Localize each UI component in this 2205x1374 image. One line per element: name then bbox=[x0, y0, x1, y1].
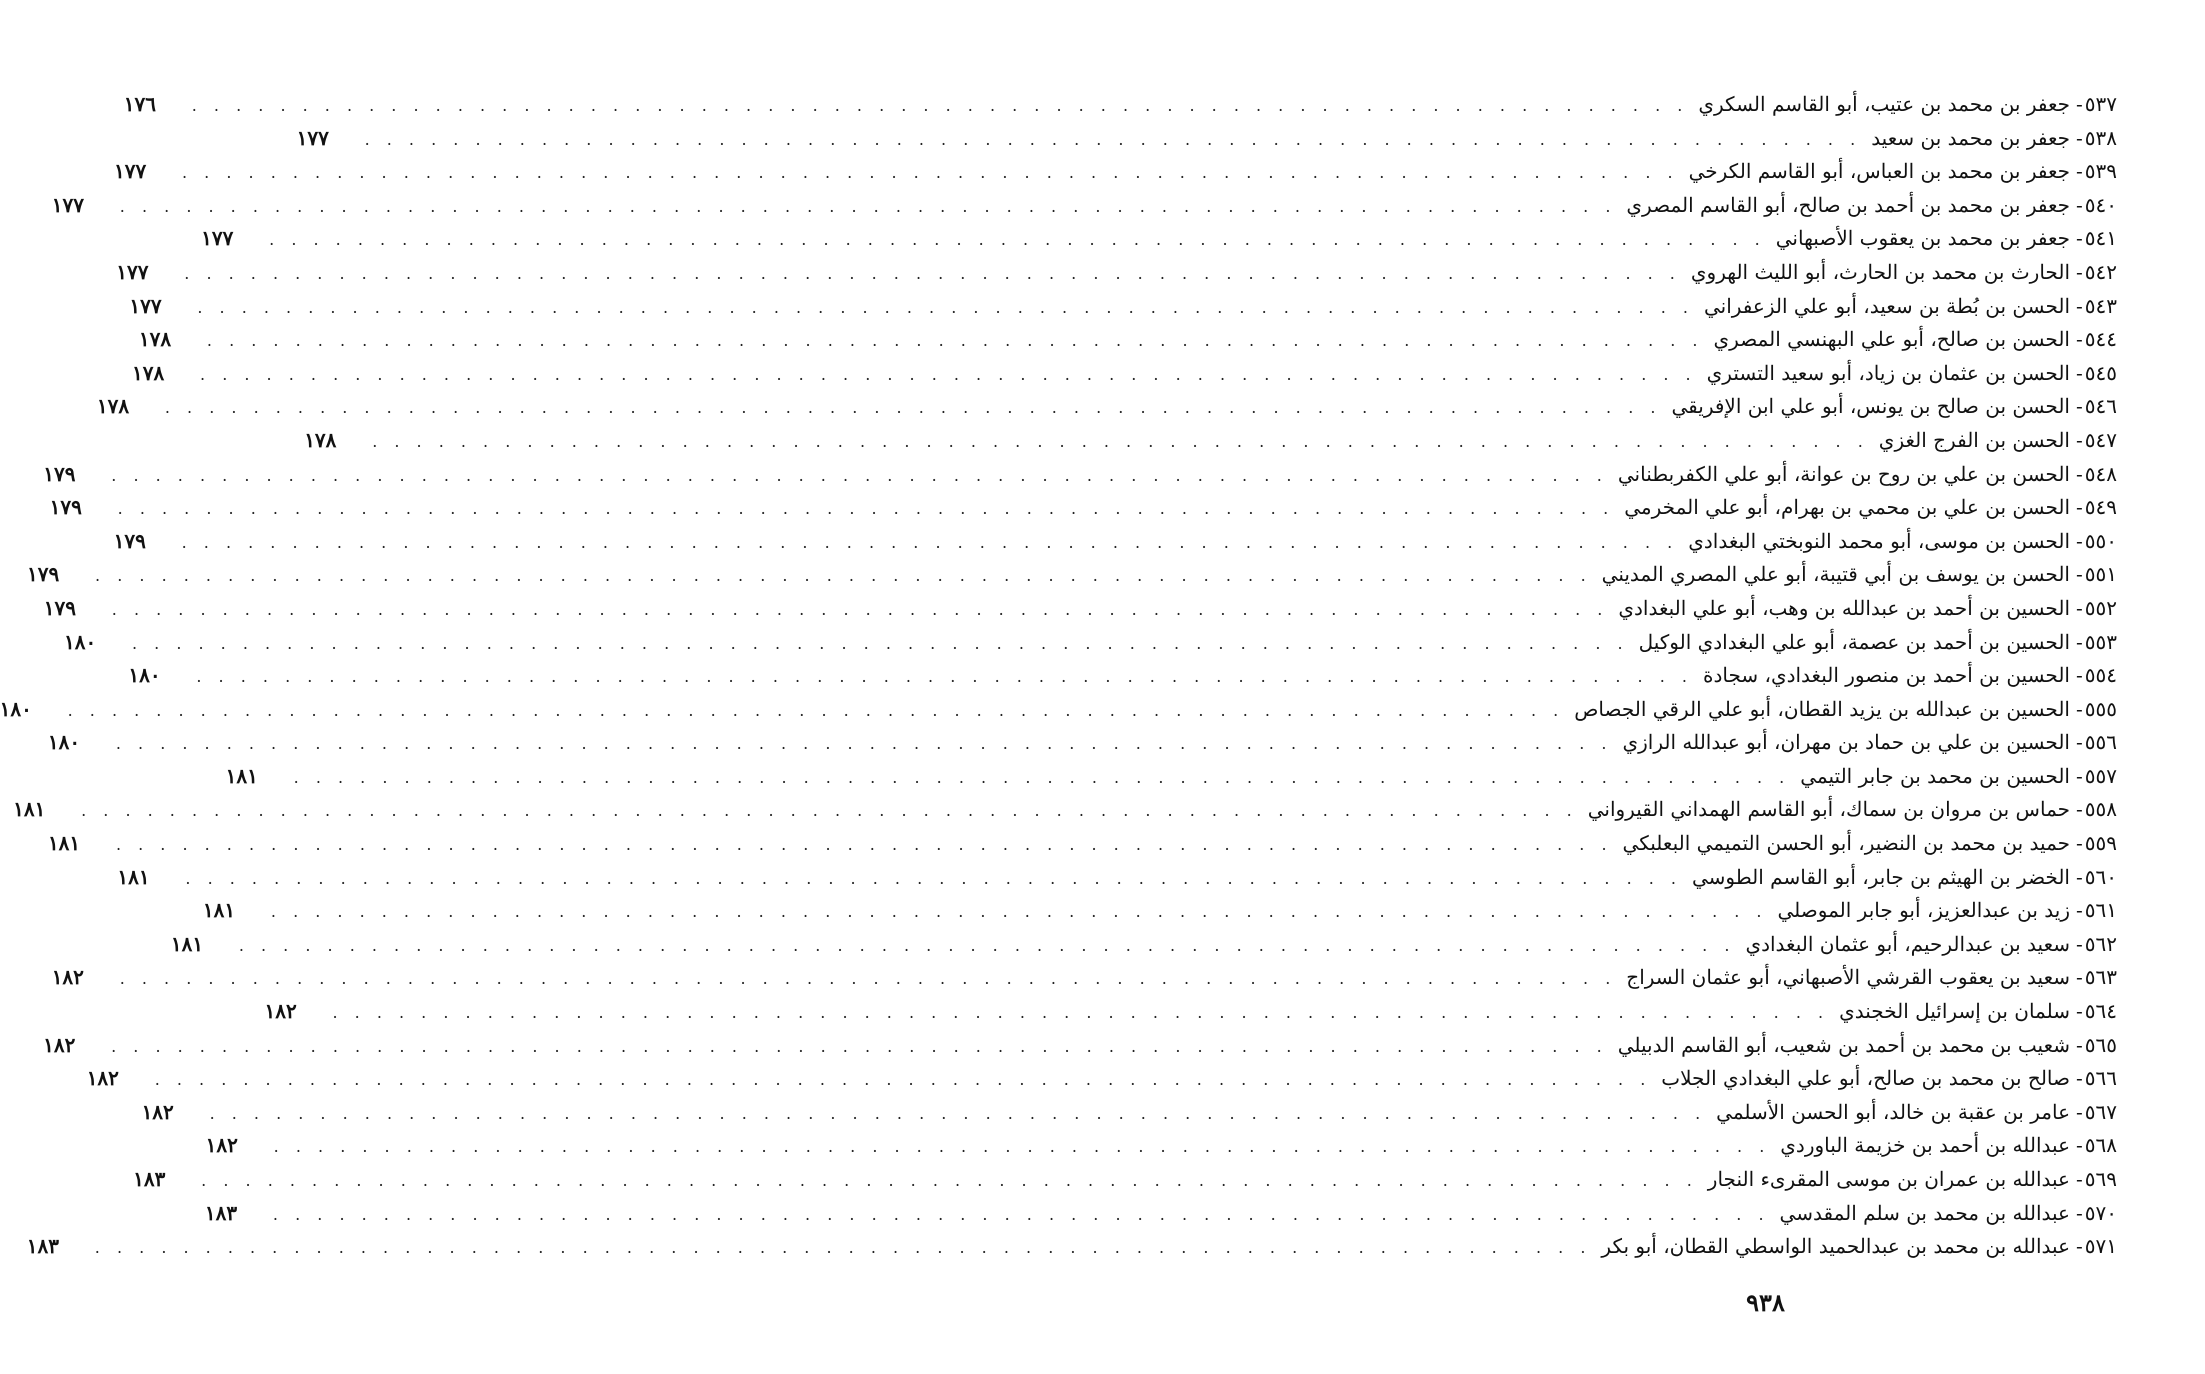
entry-page-ref: ١٨٣ bbox=[26, 1234, 60, 1259]
index-entry bbox=[51, 189, 2117, 223]
leader-dots bbox=[95, 1231, 1592, 1265]
leader-dots bbox=[274, 1130, 1771, 1164]
leader-dots bbox=[196, 660, 1693, 694]
leader-dots bbox=[273, 1198, 1770, 1232]
entry-dash: - bbox=[2076, 192, 2083, 217]
entry-dash: - bbox=[2076, 1099, 2083, 1124]
entry-page-ref: ١٧٨ bbox=[304, 427, 337, 452]
entry-name: الحسن بن صالح بن يونس، أبو علي ابن الإفريقي bbox=[1671, 394, 2070, 419]
entry-dash: - bbox=[2076, 696, 2083, 721]
entry-number: ٥٥٢ bbox=[2084, 595, 2117, 620]
index-entry bbox=[26, 1230, 2117, 1264]
entry-name: حميد بن محمد بن النضير، أبو الحسن التميمي البعلبكي bbox=[1622, 831, 2070, 856]
entry-dash: - bbox=[2076, 495, 2083, 520]
index-entry bbox=[204, 1197, 2117, 1231]
entry-number: ٥٥٧ bbox=[2084, 763, 2117, 788]
leader-dots bbox=[120, 962, 1617, 996]
entry-dash: - bbox=[2076, 763, 2083, 788]
entry-number: ٥٣٧ bbox=[2084, 92, 2117, 116]
leader-dots bbox=[132, 627, 1629, 661]
index-entry bbox=[114, 155, 2117, 189]
leader-dots bbox=[95, 559, 1592, 593]
entry-dash: - bbox=[2076, 1200, 2083, 1225]
index-entry bbox=[47, 827, 2117, 861]
entry-number: ٥٤٥ bbox=[2084, 360, 2117, 385]
leader-dots bbox=[185, 862, 1682, 896]
entry-dash: - bbox=[2076, 864, 2083, 889]
index-entry bbox=[138, 323, 2117, 357]
entry-name: الحسن بن علي بن محمي بن بهرام، أبو علي المخرمي bbox=[1624, 495, 2070, 520]
page-number: ٩٣٨ bbox=[1746, 1288, 1785, 1317]
entry-name: جعفر بن محمد بن عتيب، أبو القاسم السكري bbox=[1698, 92, 2070, 116]
index-entry bbox=[264, 995, 2117, 1029]
entry-name: الحسن بن عثمان بن زياد، أبو سعيد التستري bbox=[1706, 360, 2070, 385]
entry-name: الحسن بن علي بن روح بن عوانة، أبو علي الكفربطناني bbox=[1617, 461, 2070, 486]
entry-page-ref: ١٨١ bbox=[117, 864, 150, 889]
entry-page-ref: ١٨١ bbox=[170, 931, 204, 956]
entry-name: جعفر بن محمد بن يعقوب الأصبهاني bbox=[1775, 226, 2070, 251]
leader-dots bbox=[200, 358, 1697, 392]
leader-dots bbox=[372, 425, 1869, 459]
index-entry bbox=[96, 390, 2117, 424]
leader-dots bbox=[165, 391, 1662, 425]
entry-number: ٥٦٠ bbox=[2084, 864, 2117, 889]
entry-number: ٥٥٩ bbox=[2084, 831, 2117, 856]
leader-dots bbox=[81, 794, 1578, 828]
entry-name: الخضر بن الهيثم بن جابر، أبو القاسم الطوسي bbox=[1692, 864, 2070, 889]
entry-number: ٥٧١ bbox=[2084, 1234, 2117, 1259]
entry-name: الحسين بن محمد بن جابر التيمي bbox=[1800, 763, 2070, 788]
entry-page-ref: ١٨٠ bbox=[63, 629, 97, 654]
index-entry bbox=[201, 222, 2117, 256]
entry-number: ٥٦٢ bbox=[2084, 931, 2117, 956]
entry-number: ٥٦٩ bbox=[2084, 1167, 2117, 1191]
entry-page-ref: ١٨٢ bbox=[43, 1032, 76, 1057]
entry-name: جعفر بن محمد بن سعيد bbox=[1871, 125, 2070, 150]
leader-dots bbox=[111, 459, 1608, 493]
entry-name: الحارث بن محمد بن الحارث، أبو الليث الهروي bbox=[1690, 259, 2070, 284]
leader-dots bbox=[155, 1063, 1652, 1097]
entry-page-ref: ١٨٠ bbox=[0, 696, 32, 721]
entry-dash: - bbox=[2076, 999, 2083, 1024]
leader-dots bbox=[184, 257, 1681, 291]
index-entry bbox=[43, 458, 2117, 492]
leader-dots bbox=[210, 1097, 1707, 1131]
entry-page-ref: ١٨٢ bbox=[205, 1133, 238, 1158]
index-entry bbox=[47, 726, 2117, 760]
entry-number: ٥٥٤ bbox=[2084, 663, 2117, 688]
leader-dots bbox=[269, 223, 1766, 257]
index-list bbox=[0, 88, 2117, 1264]
entry-dash: - bbox=[2076, 293, 2083, 318]
leader-dots bbox=[111, 1030, 1608, 1064]
entry-number: ٥٤٨ bbox=[2084, 461, 2117, 486]
index-entry bbox=[202, 894, 2117, 928]
entry-dash: - bbox=[2076, 730, 2083, 755]
entry-number: ٥٤٠ bbox=[2084, 192, 2117, 217]
index-entry bbox=[43, 1029, 2117, 1063]
index-entry bbox=[86, 1062, 2117, 1096]
entry-name: جعفر بن محمد بن أحمد بن صالح، أبو القاسم المصري bbox=[1626, 192, 2070, 217]
entry-name: عبدالله بن أحمد بن خزيمة الباوردي bbox=[1780, 1133, 2070, 1158]
entry-page-ref: ١٧٩ bbox=[43, 595, 76, 620]
entry-name: عبدالله بن محمد بن سلم المقدسي bbox=[1779, 1200, 2070, 1225]
entry-number: ٥٤٣ bbox=[2084, 293, 2117, 318]
leader-dots bbox=[192, 89, 1689, 123]
leader-dots bbox=[116, 828, 1613, 862]
entry-dash: - bbox=[2076, 831, 2083, 856]
index-entry bbox=[63, 626, 2117, 660]
entry-dash: - bbox=[2076, 159, 2083, 184]
entry-dash: - bbox=[2076, 797, 2083, 822]
leader-dots bbox=[294, 761, 1791, 795]
leader-dots bbox=[182, 526, 1679, 560]
entry-page-ref: ١٨١ bbox=[47, 831, 81, 856]
entry-number: ٥٤٢ bbox=[2084, 259, 2117, 284]
entry-dash: - bbox=[2076, 1133, 2083, 1158]
index-entry bbox=[170, 928, 2117, 962]
leader-dots bbox=[332, 996, 1829, 1030]
entry-dash: - bbox=[2076, 1066, 2083, 1091]
entry-name: سلمان بن إسرائيل الخجندي bbox=[1839, 999, 2070, 1024]
entry-dash: - bbox=[2076, 461, 2083, 486]
entry-number: ٥٤١ bbox=[2084, 226, 2117, 251]
leader-dots bbox=[365, 123, 1862, 157]
leader-dots bbox=[116, 727, 1613, 761]
leader-dots bbox=[207, 324, 1704, 358]
entry-dash: - bbox=[2076, 1167, 2083, 1191]
entry-dash: - bbox=[2076, 898, 2083, 923]
entry-page-ref: ١٧٧ bbox=[296, 125, 329, 150]
index-entry bbox=[49, 491, 2117, 525]
index-entry bbox=[27, 558, 2117, 592]
entry-name: عبدالله بن عمران بن موسى المقرىء النجار bbox=[1707, 1167, 2070, 1191]
entry-page-ref: ١٨٢ bbox=[264, 999, 297, 1024]
index-entry bbox=[132, 357, 2117, 391]
entry-dash: - bbox=[2076, 528, 2083, 553]
entry-name: حماس بن مروان بن سماك، أبو القاسم الهمداني القيرواني bbox=[1587, 797, 2070, 822]
entry-page-ref: ١٨٠ bbox=[47, 730, 81, 755]
entry-page-ref: ١٧٨ bbox=[132, 360, 165, 385]
leader-dots bbox=[120, 190, 1617, 224]
entry-name: جعفر بن محمد بن العباس، أبو القاسم الكرخي bbox=[1688, 159, 2070, 184]
entry-page-ref: ١٨٣ bbox=[133, 1167, 166, 1191]
entry-number: ٥٤٤ bbox=[2084, 327, 2117, 352]
index-entry bbox=[0, 693, 2117, 727]
entry-number: ٥٦٨ bbox=[2084, 1133, 2117, 1158]
entry-page-ref: ١٨٢ bbox=[51, 965, 84, 990]
entry-number: ٥٥٨ bbox=[2084, 797, 2117, 822]
index-entry bbox=[304, 424, 2117, 458]
entry-number: ٥٥٠ bbox=[2084, 528, 2117, 553]
entry-number: ٥٣٨ bbox=[2084, 125, 2117, 150]
entry-number: ٥٤٩ bbox=[2084, 495, 2117, 520]
index-entry bbox=[129, 290, 2117, 324]
entry-page-ref: ١٧٨ bbox=[138, 327, 172, 352]
entry-name: الحسين بن أحمد بن عبدالله بن وهب، أبو علي البغدادي bbox=[1618, 595, 2070, 620]
entry-dash: - bbox=[2076, 965, 2083, 990]
entry-number: ٥٦٥ bbox=[2084, 1032, 2117, 1057]
entry-page-ref: ١٧٧ bbox=[51, 192, 85, 217]
entry-name: الحسن بن الفرج الغزي bbox=[1878, 427, 2070, 452]
entry-name: شعيب بن محمد بن أحمد بن شعيب، أبو القاسم الدبيلي bbox=[1617, 1032, 2070, 1057]
entry-page-ref: ١٨٣ bbox=[204, 1200, 238, 1225]
entry-dash: - bbox=[2076, 629, 2083, 654]
index-entry bbox=[43, 592, 2117, 626]
index-entry bbox=[133, 1163, 2117, 1197]
entry-page-ref: ١٧٧ bbox=[116, 259, 149, 284]
entry-number: ٥٥٥ bbox=[2084, 696, 2117, 721]
entry-page-ref: ١٧٦ bbox=[123, 92, 156, 116]
entry-name: الحسن بن صالح، أبو علي البهنسي المصري bbox=[1713, 327, 2070, 352]
entry-page-ref: ١٨٢ bbox=[141, 1099, 174, 1124]
entry-dash: - bbox=[2076, 427, 2083, 452]
entry-dash: - bbox=[2076, 931, 2083, 956]
index-entry bbox=[128, 659, 2117, 693]
leader-dots bbox=[239, 929, 1736, 963]
entry-number: ٥٣٩ bbox=[2084, 159, 2117, 184]
index-entry bbox=[141, 1096, 2117, 1130]
entry-page-ref: ١٧٩ bbox=[43, 461, 76, 486]
entry-dash: - bbox=[2076, 259, 2083, 284]
entry-dash: - bbox=[2076, 663, 2083, 688]
entry-dash: - bbox=[2076, 562, 2083, 587]
leader-dots bbox=[197, 291, 1694, 325]
entry-number: ٥٥٣ bbox=[2084, 629, 2117, 654]
entry-page-ref: ١٧٨ bbox=[96, 394, 130, 419]
entry-dash: - bbox=[2076, 360, 2083, 385]
leader-dots bbox=[182, 156, 1679, 190]
index-entry bbox=[117, 861, 2117, 895]
entry-page-ref: ١٧٧ bbox=[114, 159, 147, 184]
entry-dash: - bbox=[2076, 327, 2083, 352]
entry-page-ref: ١٨١ bbox=[13, 797, 46, 822]
index-entry bbox=[296, 122, 2117, 156]
entry-name: الحسين بن علي بن حماد بن مهران، أبو عبدالله الرازي bbox=[1622, 730, 2070, 755]
entry-number: ٥٦١ bbox=[2084, 898, 2117, 923]
entry-page-ref: ١٨١ bbox=[225, 763, 258, 788]
entry-number: ٥٥١ bbox=[2084, 562, 2117, 587]
index-entry bbox=[113, 525, 2117, 559]
entry-page-ref: ١٧٩ bbox=[113, 528, 146, 553]
entry-dash: - bbox=[2076, 92, 2083, 116]
entry-number: ٥٥٦ bbox=[2084, 730, 2117, 755]
entry-name: عامر بن عقبة بن خالد، أبو الحسن الأسلمي bbox=[1716, 1099, 2070, 1124]
entry-page-ref: ١٨٠ bbox=[128, 663, 161, 688]
leader-dots bbox=[201, 1164, 1698, 1198]
entry-dash: - bbox=[2076, 226, 2083, 251]
entry-name: سعيد بن عبدالرحيم، أبو عثمان البغدادي bbox=[1745, 931, 2070, 956]
entry-name: الحسن بن بُطة بن سعيد، أبو علي الزعفراني bbox=[1703, 293, 2070, 318]
entry-dash: - bbox=[2076, 595, 2083, 620]
entry-page-ref: ١٨١ bbox=[202, 898, 236, 923]
entry-name: سعيد بن يعقوب القرشي الأصبهاني، أبو عثمان السراج bbox=[1626, 965, 2070, 990]
index-entry bbox=[225, 760, 2117, 794]
entry-name: الحسن بن يوسف بن أبي قتيبة، أبو علي المصري المديني bbox=[1601, 562, 2070, 587]
entry-dash: - bbox=[2076, 1032, 2083, 1057]
entry-number: ٥٦٧ bbox=[2084, 1099, 2117, 1124]
leader-dots bbox=[118, 492, 1615, 526]
entry-name: عبدالله بن محمد بن عبدالحميد الواسطي القطان، أبو بكر bbox=[1601, 1234, 2070, 1259]
index-entry bbox=[13, 793, 2117, 827]
leader-dots bbox=[68, 694, 1565, 728]
entry-page-ref: ١٨٢ bbox=[86, 1066, 119, 1091]
entry-page-ref: ١٧٩ bbox=[49, 495, 82, 520]
index-entry bbox=[205, 1129, 2117, 1163]
index-entry bbox=[51, 961, 2117, 995]
entry-name: الحسين بن عبدالله بن يزيد القطان، أبو علي الرقي الجصاص bbox=[1574, 696, 2070, 721]
entry-name: صالح بن محمد بن صالح، أبو علي البغدادي الجلاب bbox=[1661, 1066, 2070, 1091]
entry-name: الحسين بن أحمد بن عصمة، أبو علي البغدادي الوكيل bbox=[1638, 629, 2070, 654]
entry-page-ref: ١٧٩ bbox=[27, 562, 60, 587]
entry-dash: - bbox=[2076, 125, 2083, 150]
entry-number: ٥٤٧ bbox=[2084, 427, 2117, 452]
entry-number: ٥٧٠ bbox=[2084, 1200, 2117, 1225]
entry-number: ٥٦٤ bbox=[2084, 999, 2117, 1024]
leader-dots bbox=[112, 593, 1609, 627]
entry-page-ref: ١٧٧ bbox=[201, 226, 234, 251]
entry-dash: - bbox=[2076, 394, 2083, 419]
entry-dash: - bbox=[2076, 1234, 2083, 1259]
entry-name: الحسين بن أحمد بن منصور البغدادي، سجادة bbox=[1702, 663, 2070, 688]
entry-name: الحسن بن موسى، أبو محمد النوبختي البغدادي bbox=[1688, 528, 2070, 553]
index-entry bbox=[116, 256, 2117, 290]
leader-dots bbox=[271, 895, 1768, 929]
index-entry bbox=[123, 88, 2117, 122]
entry-number: ٥٤٦ bbox=[2084, 394, 2117, 419]
entry-number: ٥٦٦ bbox=[2084, 1066, 2117, 1091]
entry-page-ref: ١٧٧ bbox=[129, 293, 162, 318]
entry-number: ٥٦٣ bbox=[2084, 965, 2117, 990]
entry-name: زيد بن عبدالعزيز، أبو جابر الموصلي bbox=[1777, 898, 2070, 923]
